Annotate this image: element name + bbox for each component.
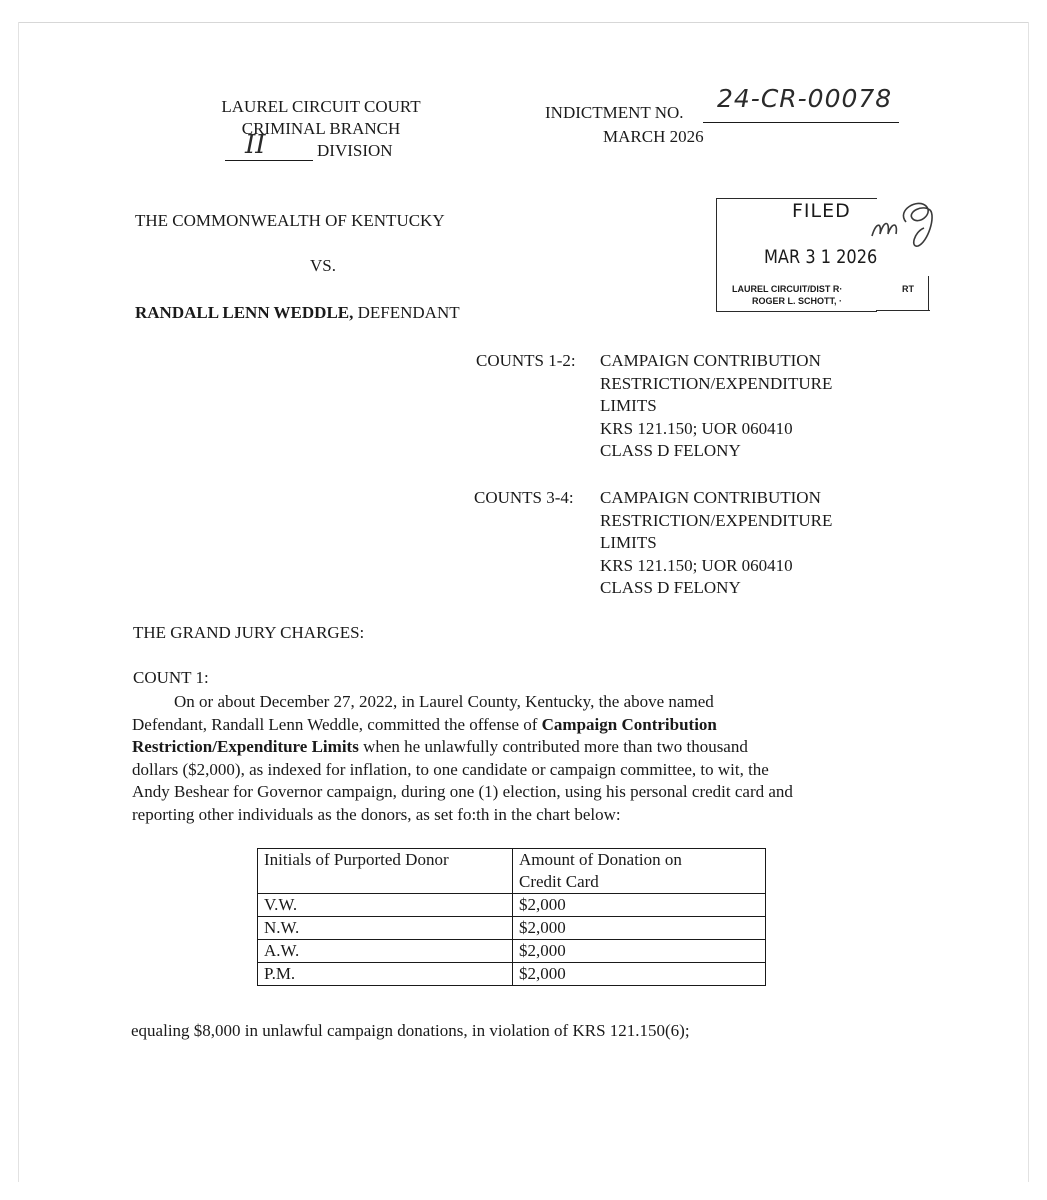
counts-3-4-label: COUNTS 3-4: bbox=[474, 488, 574, 507]
offense-name-bold: Campaign Contribution bbox=[541, 714, 717, 734]
count-line: RESTRICTION/EXPENDITURE bbox=[600, 510, 833, 530]
division-label: DIVISION bbox=[317, 141, 393, 160]
count-line: LIMITS bbox=[600, 396, 657, 415]
paragraph-text: Defendant, Randall Lenn Weddle, committed the offense of bbox=[132, 714, 542, 734]
count-line: KRS 121.150; UOR 060410 bbox=[600, 555, 793, 575]
defendant-name: RANDALL LENN WEDDLE, bbox=[135, 303, 354, 322]
filed-stamp bbox=[716, 198, 930, 314]
indictment-number-handwritten: 24-CR-00078 bbox=[717, 84, 893, 113]
paragraph-line: Andy Beshear for Governor campaign, during one (1) election, using his personal credit card and bbox=[132, 782, 793, 801]
count-1-paragraph bbox=[132, 691, 912, 826]
donor-initials: N.W. bbox=[258, 917, 513, 940]
donor-initials: P.M. bbox=[258, 963, 513, 986]
grand-jury-heading: THE GRAND JURY CHARGES: bbox=[133, 623, 365, 642]
paragraph-line bbox=[132, 714, 912, 737]
stamp-clerk-office: LAUREL CIRCUIT/DIST R· bbox=[732, 284, 843, 294]
count-1-heading: COUNT 1: bbox=[133, 668, 209, 687]
indictment-number-line bbox=[545, 84, 905, 124]
paragraph-line bbox=[132, 736, 912, 759]
count-line: KRS 121.150; UOR 060410 bbox=[600, 418, 793, 438]
counts-1-2-label: COUNTS 1-2: bbox=[476, 351, 576, 370]
table-row bbox=[258, 940, 766, 963]
clerk-initials-signature bbox=[866, 192, 946, 252]
stamp-border-right bbox=[928, 276, 929, 311]
stamp-border-bottom bbox=[876, 310, 930, 311]
indictment-term: MARCH 2026 bbox=[603, 127, 704, 146]
court-header bbox=[205, 96, 437, 162]
donation-amount: $2,000 bbox=[513, 894, 766, 917]
count-line: RESTRICTION/EXPENDITURE bbox=[600, 373, 833, 393]
division-blank-line bbox=[225, 140, 313, 161]
stamp-clerk-office-tail: RT bbox=[902, 284, 914, 294]
offense-name-bold: Restriction/Expenditure Limits bbox=[132, 737, 359, 756]
paragraph-text: when he unlawfully contributed more than two thousand bbox=[358, 737, 748, 756]
indictment-label: INDICTMENT NO. bbox=[545, 103, 684, 122]
page-border-top bbox=[18, 22, 1028, 23]
header-amount-line1: Amount of Donation on bbox=[519, 850, 682, 869]
header-initials: Initials of Purported Donor bbox=[258, 849, 513, 894]
paragraph-line: reporting other individuals as the donors, as set fo:th in the chart below: bbox=[132, 804, 621, 824]
header-amount bbox=[513, 849, 766, 894]
versus-label: VS. bbox=[310, 256, 336, 275]
count-line: CAMPAIGN CONTRIBUTION bbox=[600, 351, 821, 370]
header-amount-line2: Credit Card bbox=[519, 872, 599, 891]
plaintiff-name: THE COMMONWEALTH OF KENTUCKY bbox=[135, 211, 445, 230]
donation-amount: $2,000 bbox=[513, 963, 766, 986]
defendant-line bbox=[135, 302, 460, 324]
donor-initials: V.W. bbox=[258, 894, 513, 917]
division-row bbox=[205, 130, 437, 162]
stamp-clerk-name: ROGER L. SCHOTT, · bbox=[752, 296, 842, 306]
court-branch: CRIMINAL BRANCH bbox=[241, 119, 401, 138]
donation-amount: $2,000 bbox=[513, 940, 766, 963]
count-line: CAMPAIGN CONTRIBUTION bbox=[600, 488, 821, 507]
court-name: LAUREL CIRCUIT COURT bbox=[221, 97, 421, 116]
table-row bbox=[258, 963, 766, 986]
defendant-role: DEFENDANT bbox=[353, 303, 460, 322]
page-border-left bbox=[18, 22, 19, 1182]
table-row bbox=[258, 894, 766, 917]
count-line: LIMITS bbox=[600, 533, 657, 552]
donor-initials: A.W. bbox=[258, 940, 513, 963]
table-header-row bbox=[258, 849, 766, 894]
donation-table bbox=[257, 848, 766, 986]
stamp-filed-label: FILED bbox=[792, 200, 851, 222]
donation-amount: $2,000 bbox=[513, 917, 766, 940]
closing-statement: equaling $8,000 in unlawful campaign donations, in violation of KRS 121.150(6); bbox=[131, 1021, 690, 1040]
paragraph-line: On or about December 27, 2022, in Laurel County, Kentucky, the above named bbox=[174, 692, 714, 711]
stamp-date: MAR 3 1 2026 bbox=[764, 246, 878, 268]
counts-1-2-description bbox=[600, 350, 832, 463]
indictment-header bbox=[545, 84, 905, 146]
paragraph-line: dollars ($2,000), as indexed for inflation, to one candidate or campaign committee, to wit, the bbox=[132, 759, 769, 779]
division-number-handwritten: II bbox=[245, 130, 266, 160]
counts-3-4-description bbox=[600, 487, 832, 600]
count-line: CLASS D FELONY bbox=[600, 578, 741, 597]
count-line: CLASS D FELONY bbox=[600, 441, 741, 460]
table-row bbox=[258, 917, 766, 940]
page-border-right bbox=[1028, 22, 1029, 1182]
